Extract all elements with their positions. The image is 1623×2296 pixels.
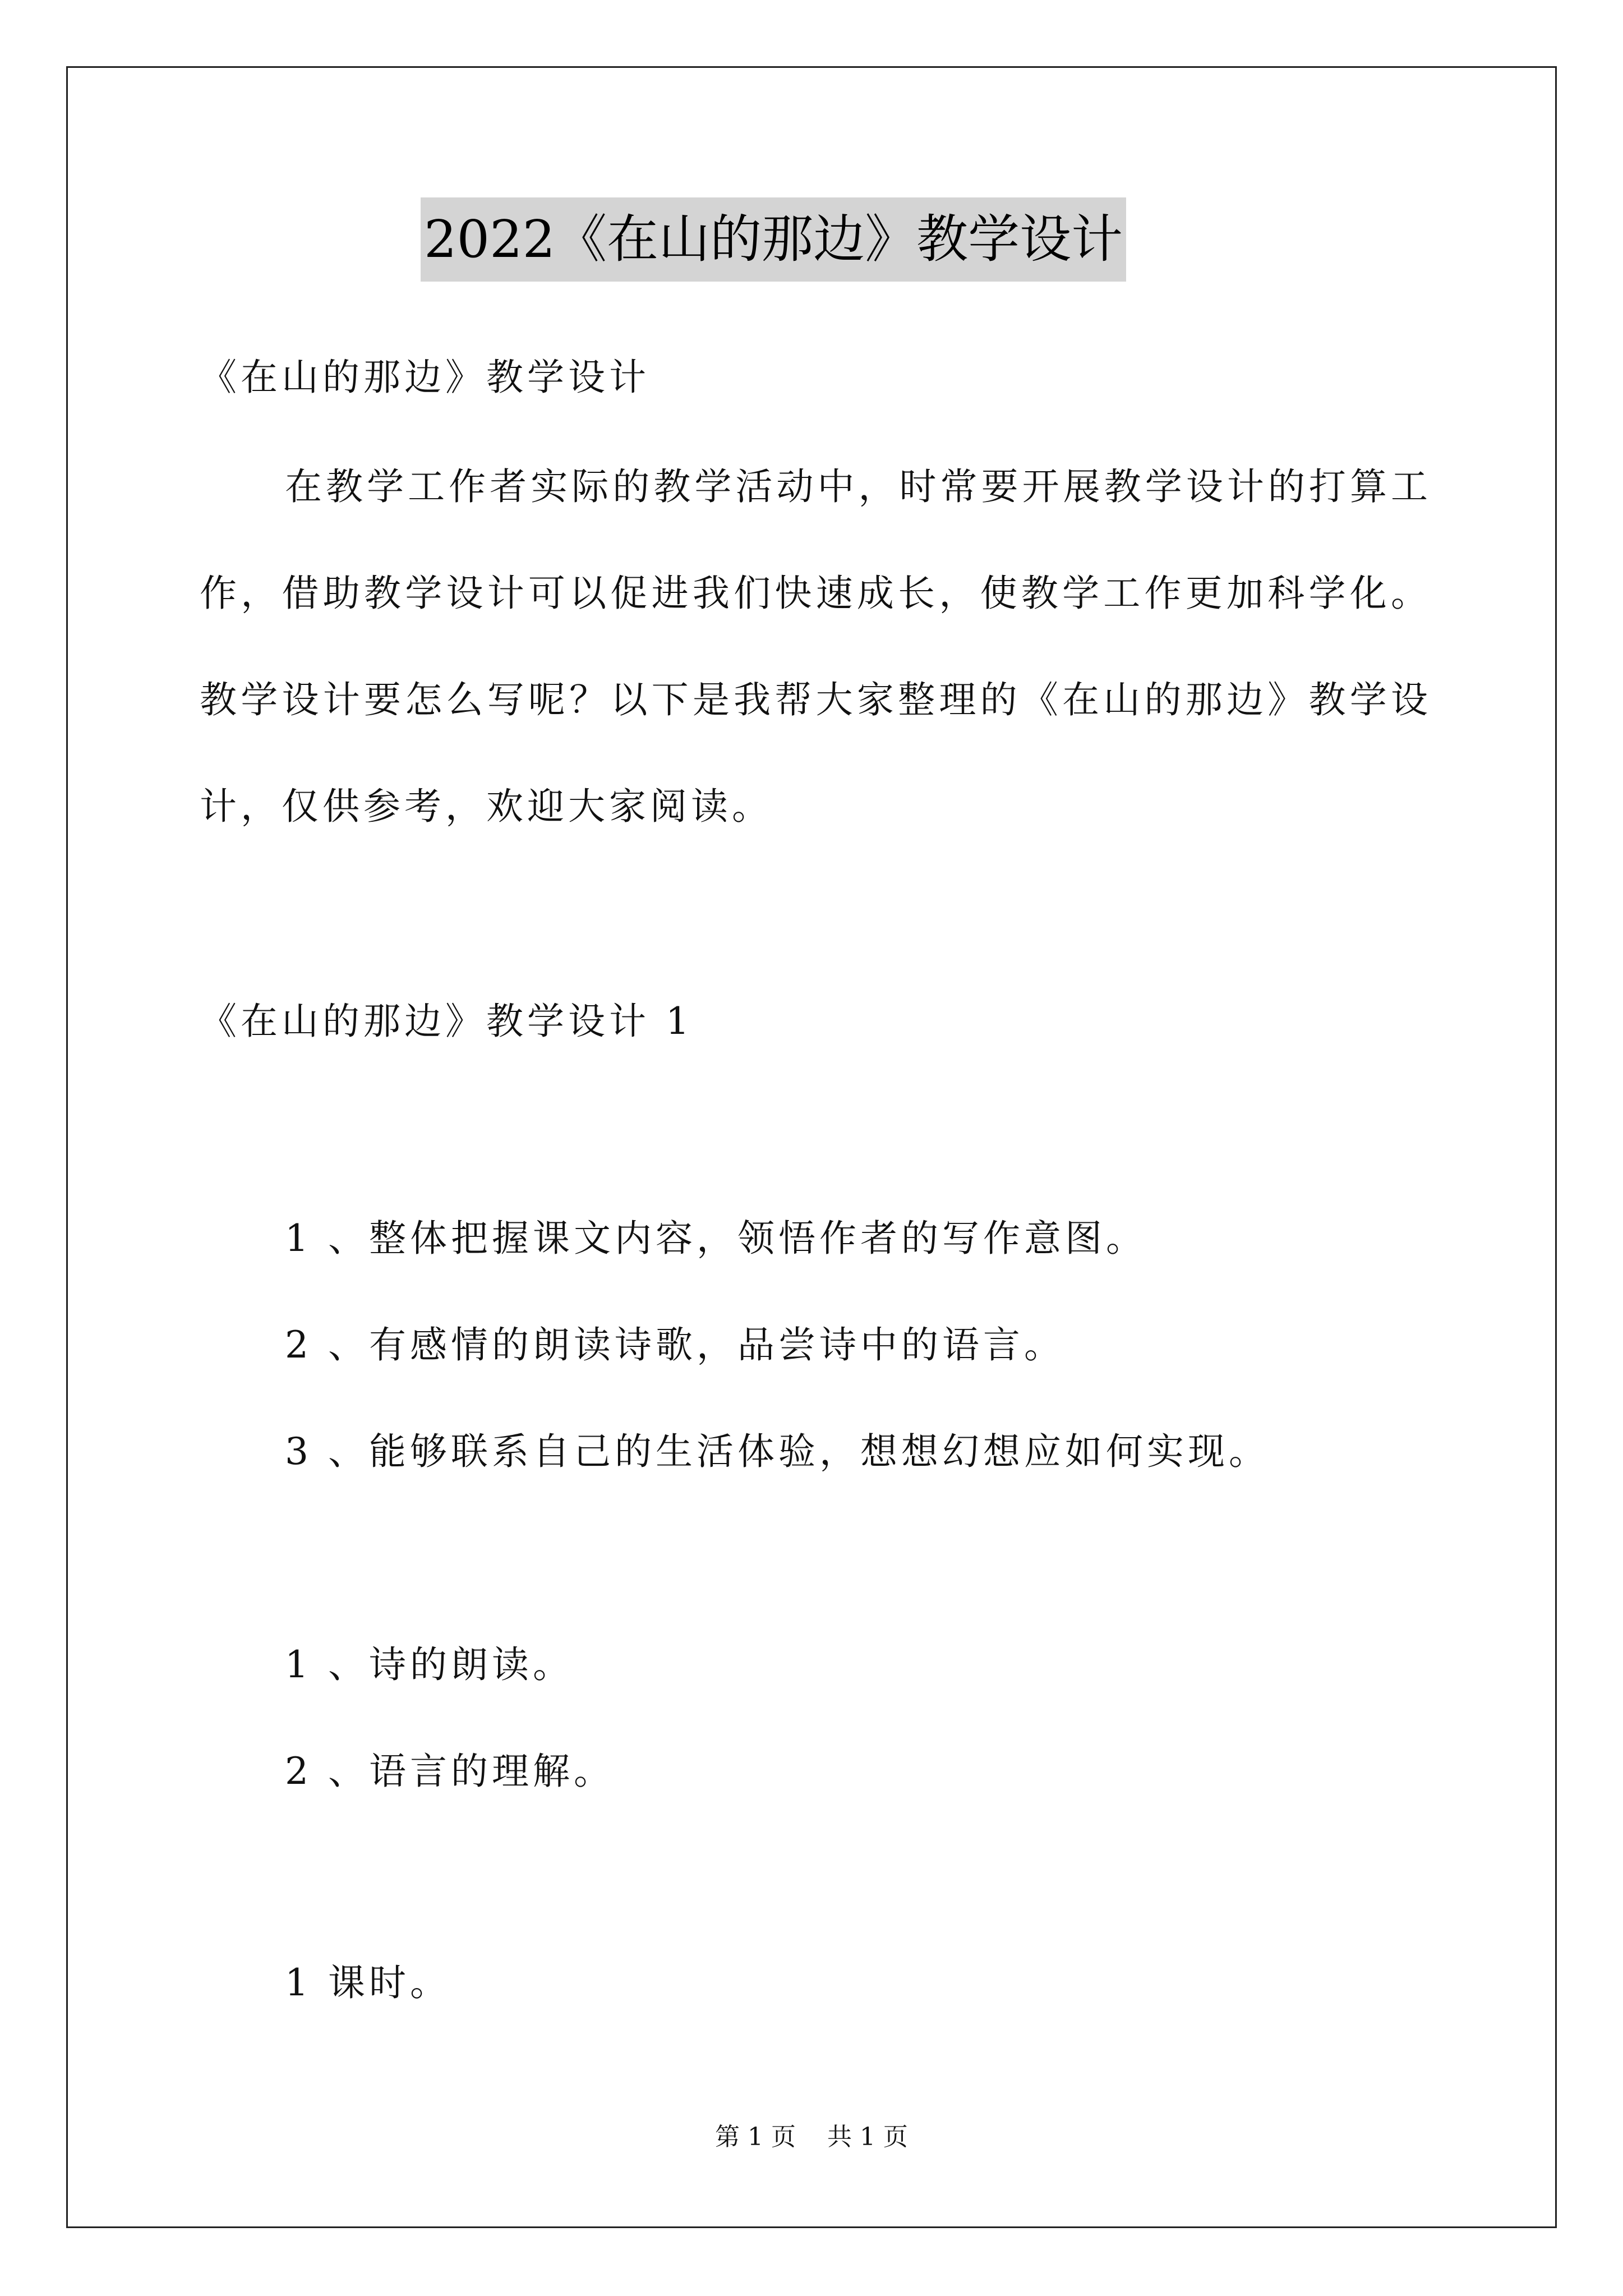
intro-line-4: 计，仅供参考，欢迎大家阅读。 — [200, 785, 773, 828]
class-hours: 1 课时。 — [285, 1961, 451, 2004]
key-point-item-1: 1 、诗的朗读。 — [285, 1643, 574, 1686]
document-title: 2022《在山的那边》教学设计 — [421, 197, 1126, 282]
document-subtitle: 《在山的那边》教学设计 — [200, 356, 650, 399]
objective-item-1: 1 、整体把握课文内容，领悟作者的写作意图。 — [285, 1217, 1147, 1260]
page-footer: 第 1 页 共 1 页 — [715, 2123, 908, 2151]
section-heading: 《在山的那边》教学设计 1 — [200, 1000, 693, 1043]
objective-item-2: 2 、有感情的朗读诗歌，品尝诗中的语言。 — [285, 1323, 1065, 1366]
key-point-item-2: 2 、语言的理解。 — [285, 1750, 615, 1793]
intro-line-1: 在教学工作者实际的教学活动中，时常要开展教学设计的打算工 — [285, 465, 1428, 508]
intro-line-2: 作，借助教学设计可以促进我们快速成长，使教学工作更加科学化。 — [200, 572, 1428, 615]
intro-line-3: 教学设计要怎么写呢？以下是我帮大家整理的《在山的那边》教学设 — [200, 678, 1428, 721]
objective-item-3: 3 、能够联系自己的生活体验，想想幻想应如何实现。 — [285, 1430, 1270, 1473]
